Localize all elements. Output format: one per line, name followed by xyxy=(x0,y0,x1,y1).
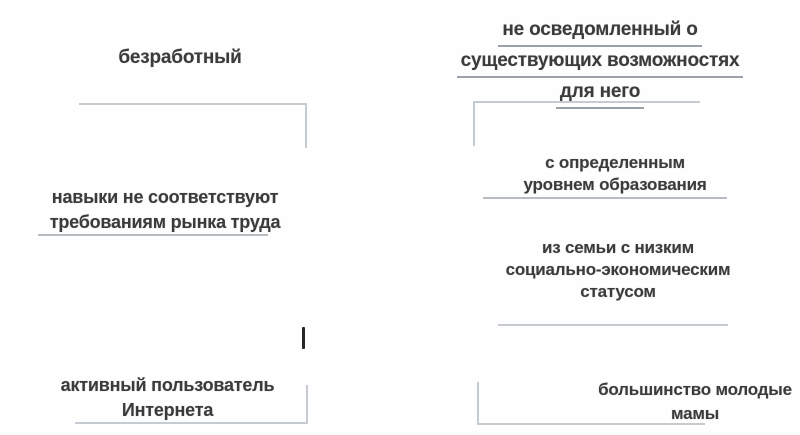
education-label-line2: уровнем образования xyxy=(523,175,707,194)
education-underline xyxy=(483,197,727,199)
callout-line-bottom-right xyxy=(477,382,705,425)
family-status-label-line1: из семьи с низким xyxy=(542,238,694,257)
skills-underline xyxy=(38,234,268,236)
education-label-line1: с определенным xyxy=(545,153,685,172)
internet-user-label-line2: Интернета xyxy=(121,400,214,420)
unaware-label-line2: существующих возможностях xyxy=(445,47,755,78)
family-status-label-line2: социально-экономическим xyxy=(505,260,731,279)
young-moms-label-line1: большинство молодые xyxy=(598,380,792,399)
skills-label-line2: требованиям рынка труда xyxy=(49,212,281,232)
callout-line-top-right xyxy=(473,101,700,146)
skills-label-line1: навыки не соответствуют xyxy=(51,187,279,207)
unemployed-label xyxy=(80,44,280,71)
family-status-label xyxy=(493,237,743,303)
callout-line-top-left xyxy=(79,103,307,148)
education-label xyxy=(490,152,740,196)
text-cursor-mark xyxy=(302,327,305,349)
unemployed-label-text: безработный xyxy=(118,47,242,68)
unaware-label-line3: для него xyxy=(445,78,755,109)
young-moms-label-line2: мамы xyxy=(670,404,720,423)
family-separator-line xyxy=(498,324,728,326)
unaware-label-line1: не осведомленный о xyxy=(445,16,755,47)
internet-user-label-line1: активный пользователь xyxy=(60,375,275,395)
family-status-label-line3: статусом xyxy=(580,282,656,301)
callout-line-bottom-left xyxy=(75,385,308,424)
skills-label xyxy=(25,185,305,235)
unaware-label xyxy=(445,16,755,109)
